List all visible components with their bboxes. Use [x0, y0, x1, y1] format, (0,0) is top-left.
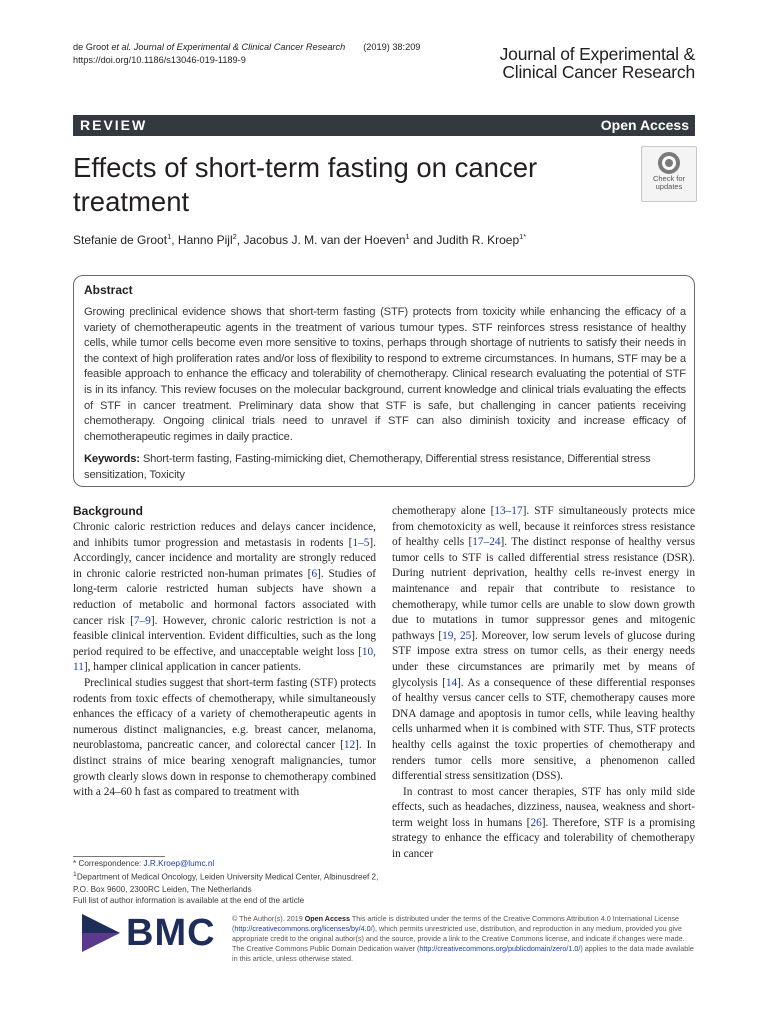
correspondence-email-link[interactable]: J.R.Kroep@lumc.nl: [143, 859, 215, 868]
paragraph-text: ]. STF simultaneously protects mice from chemotoxicity as well, because it reinforces stress resistance of healthy cells [: [392, 505, 695, 549]
paragraph-text: In contrast to most cancer therapies, STF has only mild side effects, such as headaches, dizziness, nausea, weakness and short-term weight loss in humans [: [392, 785, 695, 829]
article-title: Effects of short-term fasting on cancer treatment: [73, 152, 538, 217]
citation-link[interactable]: 10, 11: [73, 645, 376, 674]
body-column-right: [392, 504, 695, 863]
article-type-label: REVIEW: [80, 117, 148, 133]
citation-link[interactable]: 12: [343, 739, 356, 752]
citation-link[interactable]: 14: [445, 676, 458, 689]
journal-logo: [500, 45, 695, 81]
body-column-left: [73, 520, 376, 801]
paragraph: [73, 520, 376, 676]
author-info-note: Full list of author information is available at the end of the article: [73, 895, 305, 905]
public-domain-url-link[interactable]: http://creativecommons.org/publicdomain/zero/1.0/: [419, 944, 581, 954]
citation-journal: Journal of Experimental & Clinical Cancer Research: [131, 42, 346, 52]
license-open-access: Open Access: [304, 914, 350, 923]
citation-authors: de Groot: [73, 42, 112, 52]
citation-link[interactable]: 19, 25: [442, 629, 472, 642]
bmc-logo: [82, 912, 216, 954]
crossmark-icon: [658, 152, 680, 174]
paragraph-text: ]. As a consequence of these differential responses of healthy versus cancer cells to STF, chemotherapy causes more DNA damage and apoptosis in tumor cells, while leaving healthy cells unharmed when it is combined with STF. Thus, STF protects healthy cells against the toxic properties of chemotherapy and renders tumor cells more sensitive, a phenomenon called differential stress sensitization (DSS).: [392, 676, 695, 783]
paragraph-text: ]. However, chronic caloric restriction is not a feasible clinical intervention. Evident difficulties, such as the long period required to be effective, and unacceptable weight loss [: [73, 614, 376, 658]
affiliation-note: [73, 869, 383, 895]
license-url-link[interactable]: http://creativecommons.org/licenses/by/4.0/: [234, 924, 373, 934]
paragraph-text: Preclinical studies suggest that short-term fasting (STF) protects rodents from toxic effects of chemotherapy, while simultaneously enhances the efficacy of a variety of chemotherapeutic agents in numerous distinct malignancies, e.g. breast cancer, melanoma, neuroblastoma, pancreatic cancer, and colorectal cancer [: [73, 676, 376, 752]
license-text: [232, 914, 695, 964]
badge-line1: Check for: [652, 174, 686, 183]
keywords-list: Short-term fasting, Fasting-mimicking diet, Chemotherapy, Differential stress resistance, Differential stress sensitization, Toxicity: [84, 453, 651, 481]
paragraph-text: Chronic caloric restriction reduces and delays cancer incidence, and inhibits tumor progression and metastasis in rodents [: [73, 521, 376, 549]
citation-header: [73, 41, 420, 67]
author-affiliation: 2: [232, 232, 237, 241]
paragraph-text: ], hamper clinical application in cancer patients.: [83, 661, 301, 674]
paragraph: [73, 676, 376, 801]
citation-year: (2019) 38:209: [363, 42, 421, 52]
author-affiliation: 1: [167, 232, 172, 241]
citation-link[interactable]: 17–24: [472, 536, 501, 549]
paragraph-text: ]. Moreover, low serum levels of glucose during STF impose extra stress on tumor cells, as their energy needs under these circumstances are primarily met by means of glycolysis [: [392, 629, 695, 689]
license-copyright: © The Author(s). 2019: [232, 914, 305, 923]
citation-link[interactable]: 26: [530, 816, 542, 829]
check-for-updates-badge[interactable]: [641, 146, 697, 202]
abstract-heading: Abstract: [84, 283, 133, 297]
author-affiliation: 1*: [519, 232, 527, 241]
keywords: [84, 452, 684, 483]
citation-link[interactable]: 7–9: [133, 614, 151, 627]
section-heading-background: Background: [73, 504, 144, 518]
paragraph: [392, 504, 695, 785]
license-part: ) applies to the data made available in this article, unless otherwise stated.: [232, 944, 694, 964]
abstract-text: Growing preclinical evidence shows that short-term fasting (STF) protects from toxicity while enhancing the efficacy of a variety of chemotherapeutic agents in the treatment of various tumour types. STF reinforces stress resistance of healthy cells, while tumor cells become even more sensitive to toxins, perhaps through shortage of nutrients to satisfy their needs in the context of high proliferation rates and/or loss of flexibility to respond to extreme circumstances. In humans, STF may be a feasible approach to enhance the efficacy and tolerability of chemotherapy. Clinical research evaluating the potential of STF is in its infancy. This review focuses on the molecular background, current knowledge and clinical trials evaluating the effects of STF in cancer treatment. Preliminary data show that STF is safe, but challenging in cancer patients receiving chemotherapy. Ongoing clinical trials need to unravel if STF can also diminish toxicity and increase efficacy of chemotherapeutic regimes in daily practice.: [84, 306, 686, 443]
license-part: This article is distributed under the terms of the Creative Commons Attribution 4.0 International License (: [232, 914, 680, 934]
article-type-banner: [73, 115, 695, 136]
footnote-divider: [73, 856, 165, 857]
bmc-logo-wordmark: BMC: [126, 912, 216, 954]
citation-link[interactable]: 6: [311, 567, 318, 580]
badge-line2: updates: [655, 182, 683, 191]
affiliation-number: 1: [73, 871, 77, 879]
journal-logo-line1: Journal of Experimental &: [499, 44, 695, 64]
citation-link[interactable]: 1–5: [352, 536, 370, 549]
paragraph-text: ]. Therefore, STF is a promising strategy to enhance the efficacy and tolerability of chemotherapy in cancer: [392, 816, 696, 861]
author-name[interactable]: Stefanie de Groot: [73, 233, 168, 247]
journal-logo-line2: Clinical Cancer Research: [502, 62, 695, 82]
author-list: Stefanie de Groot$^1$, Hanno Pijl$^2$, Jacobus J. M. van der Hoeven$^1$ and Judith R. Kroep$^{1*}$: [73, 232, 527, 247]
keywords-label: Keywords:: [84, 453, 140, 465]
author-name[interactable]: Judith R. Kroep: [436, 233, 520, 247]
bmc-logo-icon: [82, 914, 120, 952]
paragraph: [392, 785, 695, 863]
author-affiliation: 1: [405, 232, 410, 241]
citation-line: [73, 41, 420, 54]
correspondence-label: * Correspondence:: [73, 859, 144, 868]
open-access-label: Open Access: [600, 117, 689, 133]
doi-link[interactable]: https://doi.org/10.1186/s13046-019-1189-9: [73, 55, 246, 65]
citation-link[interactable]: 13–17: [494, 505, 523, 517]
license-part: ), which permits unrestricted use, distribution, and reproduction in any medium, provided you give appropriate credit to the original author(s) and the source, provide a link to the Creative Commons license, and indicate if changes were made. The Creative Commons Public Domain Dedication waiver (: [232, 924, 685, 954]
citation-etal: et al.: [111, 42, 132, 52]
paragraph-text: ]. Studies of long-term calorie restricted human subjects have shown a reduction of metabolic and hormonal factors associated with cancer risk [: [73, 567, 376, 627]
footnotes: [73, 858, 383, 906]
paragraph-text: ]. In distinct strains of mice bearing xenograft malignancies, tumor growth clearly slows down in response to chemotherapy combined with a 24–60 h fast as compared to treatment with: [73, 739, 377, 799]
author-name[interactable]: Hanno Pijl: [177, 233, 233, 247]
paragraph-text: chemotherapy alone [: [392, 505, 495, 517]
paragraph-text: ]. The distinct response of healthy versus tumor cells to STF is called differential stress resistance (DSR). During nutrient deprivation, healthy cells re-invest energy in maintenance and repair that contribute to resistance to chemotherapy, while tumor cells are unable to slow down growth due to mutations in tumor suppressor genes and mitogenic pathways [: [392, 536, 695, 642]
correspondence: [73, 858, 383, 869]
affiliation-text: Department of Medical Oncology, Leiden University Medical Center, Albinusdreef 2, P.O. Box 9600, 2300RC Leiden, The Netherlands: [73, 873, 379, 894]
paragraph-text: ]. Accordingly, cancer incidence and mortality are strongly reduced in chronic calorie restricted non-human primates [: [73, 536, 376, 580]
author-name[interactable]: Jacobus J. M. van der Hoeven: [243, 233, 406, 247]
